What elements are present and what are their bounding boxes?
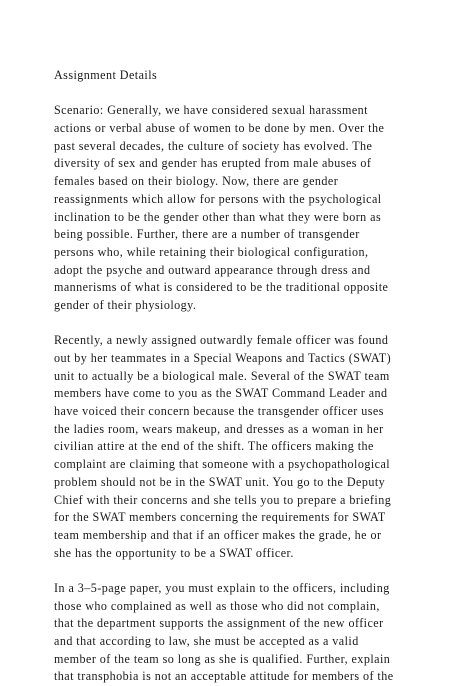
text-line: Chief with their concerns and she tells you to prepare a briefing bbox=[54, 492, 392, 507]
text-line: diversity of sex and gender has erupted from male abuses of bbox=[54, 156, 372, 171]
text-line: mannerisms of what is considered to be the traditional opposite bbox=[54, 280, 389, 295]
text-line: problem should not be in the SWAT unit. You go to the Deputy bbox=[54, 474, 386, 489]
text-line: complaint are claiming that someone with a psychopathological bbox=[54, 457, 391, 472]
text-line: females based on their biology. Now, there are gender bbox=[54, 174, 339, 189]
text-line: out by her teammates in a Special Weapons and Tactics (SWAT) bbox=[54, 351, 392, 365]
text-line: those who complained as well as those who did not complain, bbox=[54, 598, 380, 613]
text-line: members have come to you as the SWAT Command Leader and bbox=[54, 386, 388, 401]
text-line: gender of their physiology. bbox=[54, 297, 197, 312]
text-line: she has the opportunity to be a SWAT officer. bbox=[54, 545, 294, 560]
text-line: persons who, while retaining their biological configuration, bbox=[54, 244, 369, 259]
paragraph-situation bbox=[54, 332, 433, 562]
text-line: reassignments which allow for persons with the psychological bbox=[54, 191, 382, 206]
text-line: unit to actually be a biological male. Several of the SWAT team bbox=[54, 368, 390, 383]
text-line: team membership and that if an officer makes the grade, he or bbox=[54, 527, 382, 542]
text-line: civilian attire at the end of the shift. The officers making the bbox=[54, 439, 374, 454]
text-line: that the department supports the assignment of the new officer bbox=[54, 616, 384, 631]
text-line: In a 3–5-page paper, you must explain to the officers, including bbox=[54, 580, 390, 595]
text-line: member of the team so long as she is qualified. Further, explain bbox=[54, 651, 391, 666]
text-line: adopt the psyche and outward appearance through dress and bbox=[54, 262, 371, 277]
text-line: actions or verbal abuse of women to be done by men. Over the bbox=[54, 121, 385, 136]
text-line: past several decades, the culture of society has evolved. The bbox=[54, 138, 373, 153]
paragraph-spacer bbox=[54, 562, 433, 580]
paragraph-instructions bbox=[54, 580, 433, 686]
text-line: being possible. Further, there are a number of transgender bbox=[54, 227, 360, 242]
text-line: for the SWAT members concerning the requirements for SWAT bbox=[54, 510, 386, 525]
text-line: Recently, a newly assigned outwardly female officer was found bbox=[54, 333, 389, 348]
text-line: Scenario: Generally, we have considered sexual harassment bbox=[54, 103, 368, 118]
document-heading: Assignment Details bbox=[54, 68, 158, 82]
text-line: and that according to law, she must be accepted as a valid bbox=[54, 634, 359, 648]
text-line: inclination to be the gender other than what they were born as bbox=[54, 209, 382, 224]
paragraph-spacer bbox=[54, 85, 433, 103]
text-line: the ladies room, wears makeup, and dresses as a woman in her bbox=[54, 421, 384, 436]
text-line: that transphobia is not an acceptable attitude for members of the bbox=[54, 669, 394, 684]
paragraph-scenario bbox=[54, 102, 433, 314]
paragraph-spacer bbox=[54, 315, 433, 333]
text-line: have voiced their concern because the transgender officer uses bbox=[54, 404, 384, 419]
